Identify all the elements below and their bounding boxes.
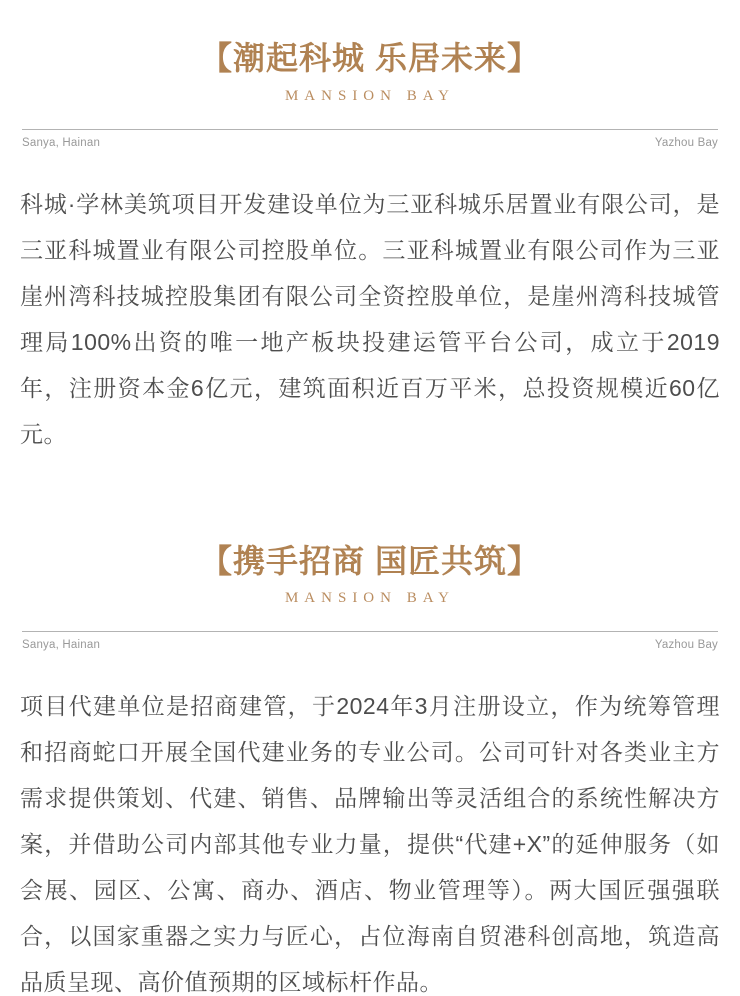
location-label-left: Sanya, Hainan [22, 136, 101, 149]
section-developer-intro [0, 0, 740, 457]
location-label-right: Yazhou Bay [654, 136, 718, 149]
location-labels [22, 639, 718, 651]
body-paragraph: 科城·学林美筑项目开发建设单位为三亚科城乐居置业有限公司，是三亚科城置业有限公司控股单位。三亚科城置业有限公司作为三亚崖州湾科技城控股集团有限公司全资控股单位，是崖州湾科技城管理局100%出资的唯一地产板块投建运管平台公司，成立于2019年，注册资本金6亿元，建筑面积近百万平米，总投资规模近60亿元。 [20, 190, 720, 447]
brand-subtitle: MANSION BAY [284, 87, 456, 104]
location-label-right: Yazhou Bay [654, 639, 718, 652]
brand-subtitle: MANSION BAY [284, 590, 456, 607]
section-title: 【携手招商 国匠共筑】 [200, 542, 540, 579]
section-agent-intro [0, 541, 740, 996]
divider-line [22, 631, 718, 632]
location-labels [22, 137, 718, 149]
divider-line [22, 129, 718, 130]
body-paragraph: 项目代建单位是招商建管，于2024年3月注册设立，作为统筹管理和招商蛇口开展全国代建业务的专业公司。公司可针对各类业主方需求提供策划、代建、销售、品牌输出等灵活组合的系统性解决方案，并借助公司内部其他专业力量，提供“代建+X”的延伸服务（如会展、园区、公寓、商办、酒店、物业管理等）。两大国匠强强联合，以国家重器之实力与匠心，占位海南自贸港科创高地，筑造高品质呈现、高价值预期的区域标杆作品。 [20, 693, 720, 996]
location-label-left: Sanya, Hainan [22, 639, 101, 652]
section-title: 【潮起科城 乐居未来】 [200, 40, 540, 76]
